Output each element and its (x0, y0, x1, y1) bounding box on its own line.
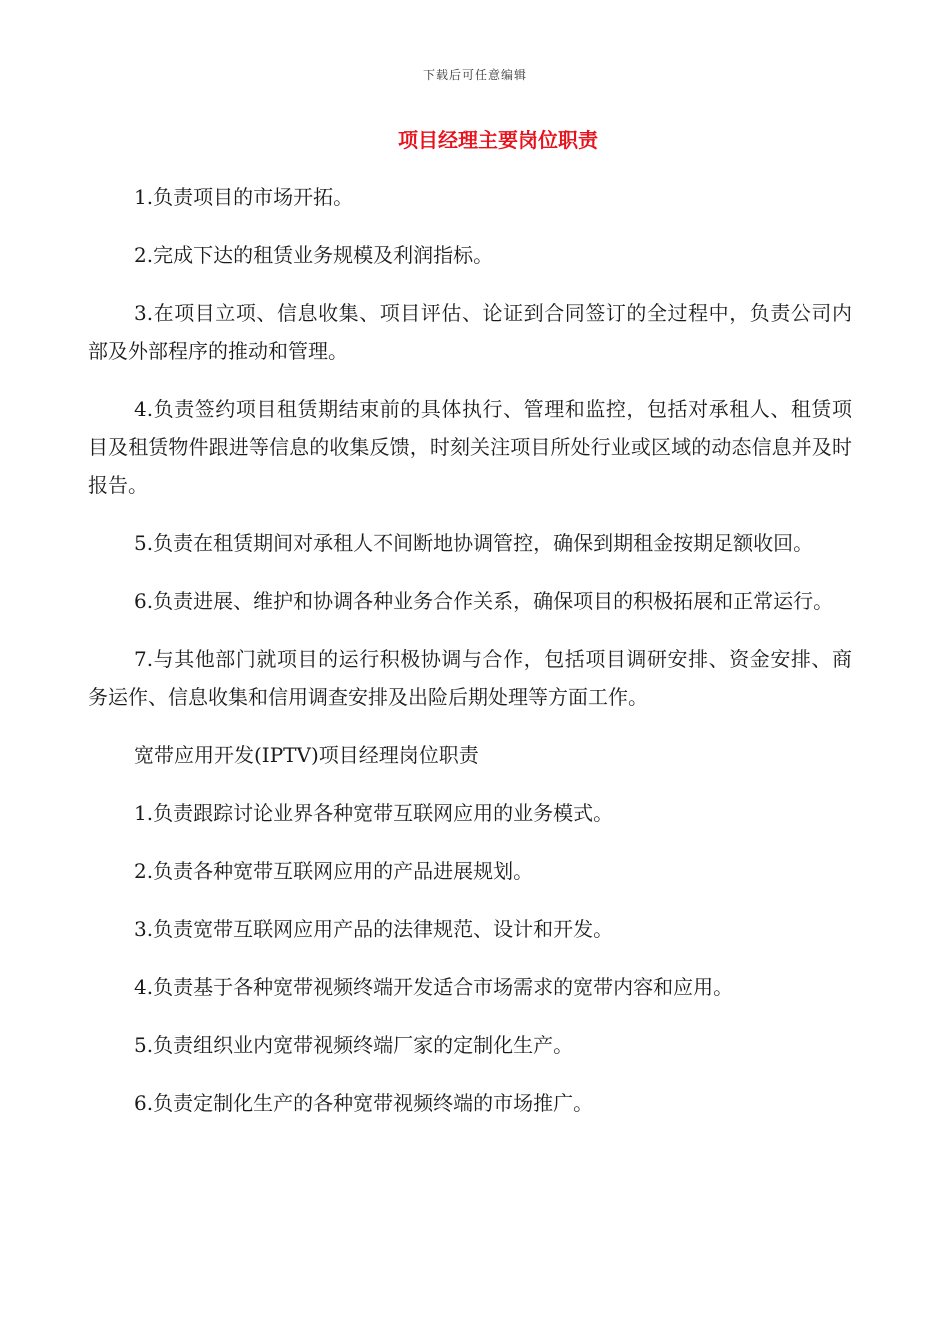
paragraph: 5.负责在租赁期间对承租人不间断地协调管控，确保到期租金按期足额收回。 (134, 531, 814, 555)
paragraph: 1.负责项目的市场开拓。 (134, 185, 354, 209)
paragraph: 2.负责各种宽带互联网应用的产品进展规划。 (134, 859, 534, 883)
paragraph: 1.负责跟踪讨论业界各种宽带互联网应用的业务模式。 (134, 801, 614, 825)
document-title: 项目经理主要岗位职责 (398, 128, 598, 152)
paragraph: 2.完成下达的租赁业务规模及利润指标。 (134, 243, 494, 267)
section-heading: 宽带应用开发(IPTV)项目经理岗位职责 (134, 743, 479, 767)
paragraph: 5.负责组织业内宽带视频终端厂家的定制化生产。 (134, 1033, 574, 1057)
document-body (88, 178, 852, 1142)
paragraph: 3.在项目立项、信息收集、项目评估、论证到合同签订的全过程中，负责公司内部及外部程序的推动和管理。 (88, 301, 852, 363)
paragraph: 7.与其他部门就项目的运行积极协调与合作，包括项目调研安排、资金安排、商务运作、信息收集和信用调查安排及出险后期处理等方面工作。 (88, 647, 852, 709)
paragraph: 6.负责定制化生产的各种宽带视频终端的市场推广。 (134, 1091, 594, 1115)
paragraph: 4.负责签约项目租赁期结束前的具体执行、管理和监控，包括对承租人、租赁项目及租赁物件跟进等信息的收集反馈，时刻关注项目所处行业或区域的动态信息并及时报告。 (88, 397, 852, 497)
paragraph: 4.负责基于各种宽带视频终端开发适合市场需求的宽带内容和应用。 (134, 975, 734, 999)
paragraph: 3.负责宽带互联网应用产品的法律规范、设计和开发。 (134, 917, 614, 941)
paragraph: 6.负责进展、维护和协调各种业务合作关系，确保项目的积极拓展和正常运行。 (134, 589, 834, 613)
header-note: 下载后可任意编辑 (422, 68, 527, 82)
